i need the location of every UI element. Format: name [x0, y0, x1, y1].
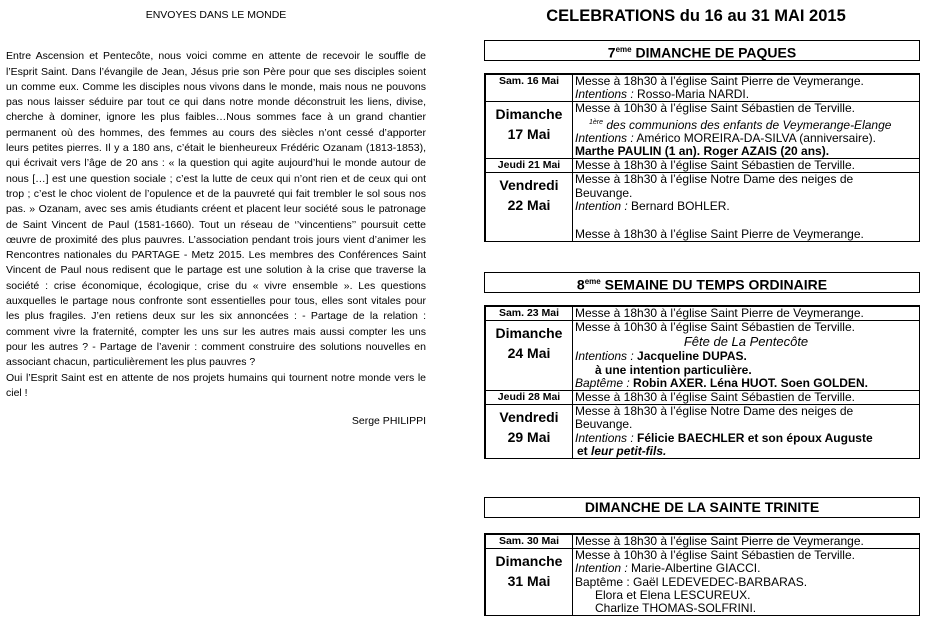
mass-cell [573, 74, 920, 102]
table-row [485, 391, 920, 405]
mass-cell [573, 173, 920, 242]
mass-line [575, 200, 917, 213]
mass-line: Messe à 10h30 à l’église Saint Sébastien de Terville. [575, 320, 855, 335]
date-cell: Sam. 16 Mai [485, 74, 573, 102]
mass-line: Beuvange. [575, 417, 633, 432]
celebrations-title: CELEBRATIONS du 16 au 31 MAI 2015 [546, 7, 846, 25]
editorial-paragraph: Oui l’Esprit Saint est en attente de nos projets humains qui tournent notre monde vers le ciel ! [6, 371, 426, 399]
mass-cell: Messe à 18h30 à l’église Saint Sébastien de Terville. [573, 159, 920, 173]
baptism-label: Baptême : [575, 375, 630, 390]
schedule-table [484, 305, 920, 459]
baptism-line: Baptême : Gaël LEDEVEDEC-BARBARAS. [575, 574, 808, 589]
section-header [484, 272, 920, 293]
mass-cell [573, 321, 920, 391]
editorial-signature: Serge PHILIPPI [351, 415, 426, 428]
section-ordinal: eme [615, 45, 632, 54]
communion-note: des communions des enfants de Veymerange-Elange [603, 117, 892, 132]
intentions-value: leur petit-fils. [591, 443, 667, 458]
intentions-label: Intention : [575, 198, 628, 213]
date-cell [485, 173, 573, 242]
table-row [485, 74, 920, 102]
intentions-value: Bernard BOHLER. [627, 198, 730, 213]
feast-title: Fête de La Pentecôte [683, 334, 809, 350]
mass-line: Messe à 10h30 à l’église Saint Sébastien de Terville. [575, 101, 855, 116]
baptism-line: Elora et Elena LESCUREUX. [595, 587, 751, 602]
day-date: 31 Mai [507, 573, 551, 590]
table-row [485, 405, 920, 459]
mass-line [575, 116, 917, 132]
intentions-label: Intentions : [575, 87, 634, 102]
date-cell [485, 405, 573, 459]
intentions-label: Intentions : [575, 130, 634, 145]
day-label: Dimanche [495, 553, 563, 570]
mass-cell: Messe à 18h30 à l’église Saint Pierre de Veymerange. [573, 306, 920, 321]
table-row [485, 549, 920, 616]
section-header [484, 40, 920, 61]
table-row [485, 173, 920, 242]
editorial-body [6, 49, 426, 401]
day-label: Vendredi [499, 177, 559, 194]
mass-line: Messe à 18h30 à l’église Saint Pierre de Veymerange. [575, 74, 864, 88]
mass-line [575, 445, 917, 458]
intentions-value: Jacqueline DUPAS. [633, 349, 747, 364]
intentions-value: Félicie BAECHLER et son époux Auguste [633, 430, 873, 445]
mass-cell [573, 549, 920, 616]
table-row [485, 321, 920, 391]
schedule-table [484, 533, 920, 616]
date-cell [485, 549, 573, 616]
day-date: 17 Mai [507, 126, 551, 143]
intentions-label: Intention : [575, 561, 628, 576]
mass-line: Messe à 18h30 à l’église Saint Pierre de Veymerange. [575, 227, 864, 242]
baptism-value: Robin AXER. Léna HUOT. Soen GOLDEN. [629, 375, 868, 390]
day-label: Dimanche [495, 106, 563, 123]
section-number: 8 [576, 276, 585, 293]
intentions-value: Américo MOREIRA-DA-SILVA (anniversaire). [633, 130, 877, 145]
baptism-line: Charlize THOMAS-SOLFRINI. [595, 601, 757, 616]
mass-cell [573, 405, 920, 459]
table-row [485, 534, 920, 549]
mass-line [575, 377, 917, 390]
mass-line: Beuvange. [575, 185, 633, 200]
date-cell: Jeudi 28 Mai [485, 391, 573, 405]
table-row [485, 159, 920, 173]
intentions-value: à une intention particulière. [595, 362, 752, 377]
intentions-value: et [577, 443, 592, 458]
section-ordinal: eme [584, 277, 601, 286]
mass-line: Messe à 10h30 à l’église Saint Sébastien de Terville. [575, 548, 855, 563]
day-date: 24 Mai [507, 345, 551, 362]
mass-line: Messe à 18h30 à l’église Notre Dame des neiges de [575, 172, 854, 187]
mass-cell [573, 102, 920, 159]
editorial-paragraph: Entre Ascension et Pentecôte, nous voici comme en attente de recevoir le souffle de l’Esprit Saint. Dans l’évangile de Jean, Jésus prie son Père pour que ses disciples soient un comme eux. Comme les disciples nous vivons dans le monde, mais nous ne pouvons pas nous laisser séduire par tout ce qui dans notre monde déconstruit les liens, divise, cherche à dominer, ignore les plus faibles…Nous sommes face à un grand chantier permanent où des hommes, des femmes au cours des siècles n’ont cessé d’apporter leurs petites pierres. Il y a 180 ans, c’était le bienheureux Frédéric Ozanam (1813-1853), qui écrivait vers l’âge de 20 ans : « la question qui agite aujourd’hui le monde autour de nous […] est une question sociale ; c’est la lutte de ceux qui n’ont rien et de ceux qui ont trop ; c’est le choc violent de l’opulence et de la pauvreté qui fait trembler le sol sous nos pas. » Ozanam, avec ses amis étudiants créent et placent leur société sous le patronage de Saint Vincent de Paul (1581-1660). Tout un réseau de ‘’vincentiens’’ poursuit cette œuvre de proximité des plus pauvres. L’association pendant trois jours vient d’animer les Rencontres nationales du PARTAGE - Metz 2015. Les membres des Conférences Saint Vincent de Paul nous redisent que le partage est une solution à la crise que traverse la société : crise économique, écologique, crise du « vivre ensemble ». Les questions auxquelles le partage nous confronte sont essentielles pour tous, elles sont vitales pour les plus fragiles. J’en retiens deux sur les six annoncées : - Partage de la relation : comment vivre la fraternité, compter les uns sur les autres mais aussi compter les uns pour les autres ? - Partage de l’avenir : comment construire des solutions nouvelles en associant chacun, particulièrement les plus pauvres ? [6, 50, 426, 369]
spacer [575, 213, 917, 228]
ordinal: 1 [589, 118, 593, 126]
editorial-title: ENVOYES DANS LE MONDE [145, 9, 287, 21]
table-row [485, 102, 920, 159]
section-header: DIMANCHE DE LA SAINTE TRINITE [484, 497, 920, 518]
day-label: Dimanche [495, 325, 563, 342]
schedule-table [484, 73, 920, 242]
section-title: DIMANCHE DE PAQUES [631, 44, 797, 61]
date-cell: Jeudi 21 Mai [485, 159, 573, 173]
mass-line [575, 562, 917, 575]
mass-line [575, 88, 917, 101]
intentions-value: Rosso-Maria NARDI. [633, 87, 750, 102]
intentions-value: Marie-Albertine GIACCI. [627, 561, 761, 576]
day-date: 22 Mai [507, 197, 551, 214]
mass-line: Messe à 18h30 à l’église Notre Dame des neiges de [575, 404, 854, 419]
date-cell [485, 102, 573, 159]
mass-cell: Messe à 18h30 à l’église Saint Pierre de Veymerange. [573, 534, 920, 549]
mass-cell: Messe à 18h30 à l’église Saint Sébastien de Terville. [573, 391, 920, 405]
date-cell: Sam. 30 Mai [485, 534, 573, 549]
table-row [485, 306, 920, 321]
editorial-column [6, 8, 426, 429]
intentions-label: Intentions : [575, 349, 634, 364]
intentions-value: Marthe PAULIN (1 an). Roger AZAIS (20 ans). [575, 144, 830, 159]
ordinal-suffix: ère [592, 118, 604, 126]
day-date: 29 Mai [507, 429, 551, 446]
day-label: Vendredi [499, 409, 559, 426]
date-cell [485, 321, 573, 391]
date-cell: Sam. 23 Mai [485, 306, 573, 321]
intentions-label: Intentions : [575, 430, 634, 445]
mass-line [575, 350, 917, 363]
section-title: SEMAINE DU TEMPS ORDINAIRE [600, 276, 828, 293]
section-number: 7 [607, 44, 616, 61]
